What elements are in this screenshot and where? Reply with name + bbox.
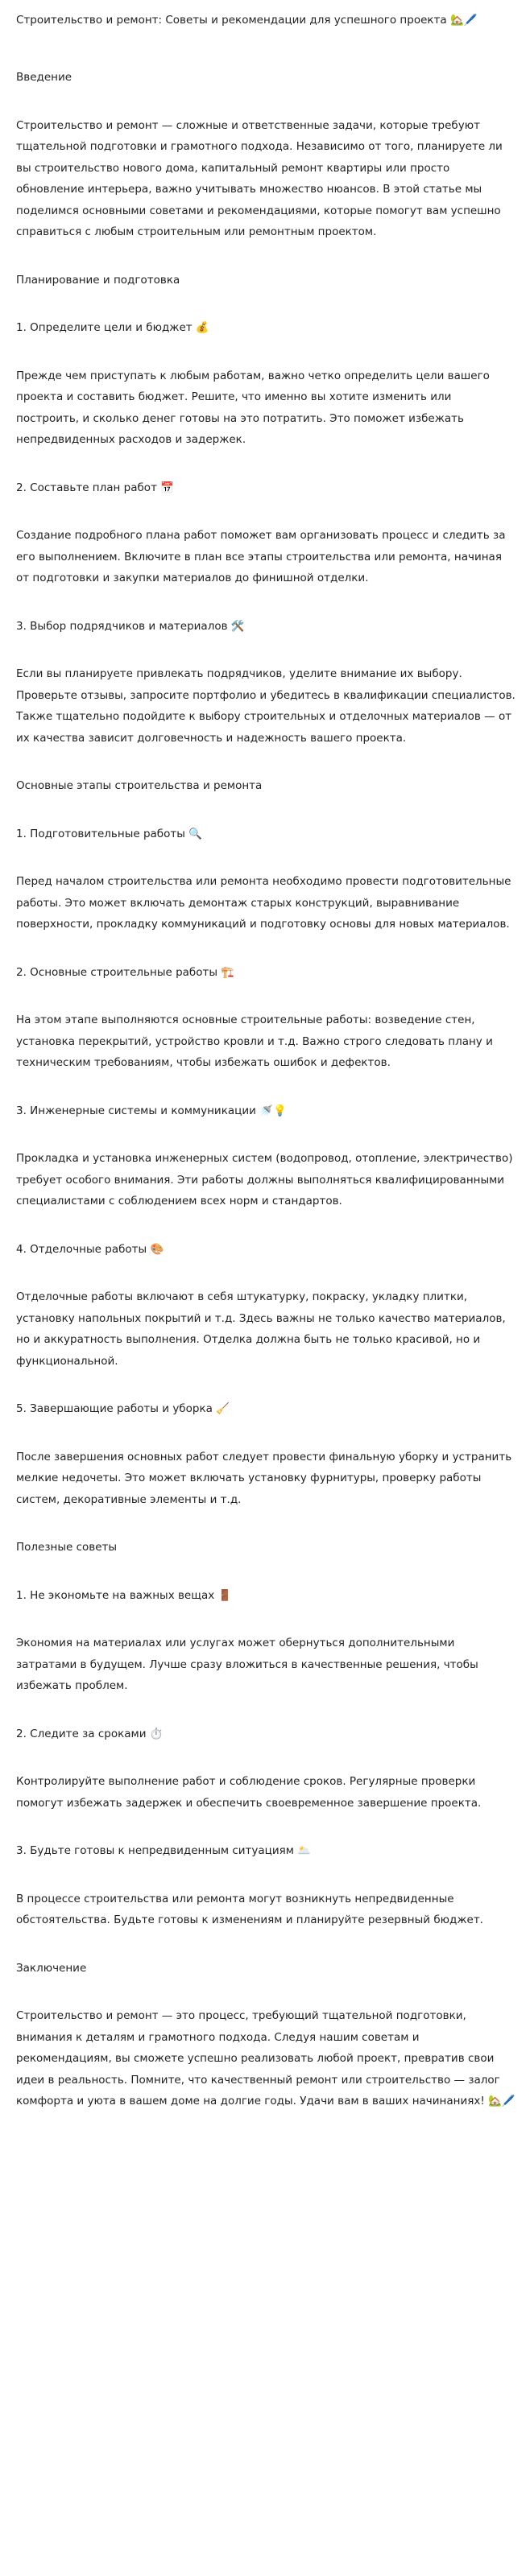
spacer [16,983,516,1009]
subsection-heading: 3. Будьте готовы к непредвиденным ситуациям 🌥️ [16,1844,312,1857]
subsection-heading: 3. Инженерные системы и коммуникации 🚿💡 [16,1104,287,1117]
spacer [16,1931,516,1958]
spacer [16,1420,516,1447]
subsection-paragraph: Создание подробного плана работ поможет вам организовать процесс и следить за его выполнением. Включите в план все этапы строительства или ремонта, начиная от подготовки и закупки материалов до финишной отделки. [16,529,506,584]
spacer [16,1697,516,1724]
spacer [16,1260,516,1286]
subsection-heading: 1. Определите цели и бюджет 💰 [16,321,209,334]
conclusion-paragraph: Строительство и ремонт — это процесс, требующий тщательной подготовки, внимания к деталям и грамотного подхода. Следуя нашим советам и рекомендациям, вы сможете успешно реализовать любой проект, превратив свои идеи в реальность. Помните, что качественный ремонт или строительство — залог комфорта и уюта в вашем доме на долгие годы. Удачи вам в ваших начинаниях! 🏡🖊️ [16,2009,516,2107]
subsection-heading: 2. Составьте план работ 📅 [16,481,175,494]
section-heading-tips: Полезные советы [16,1541,118,1554]
spacer [16,589,516,616]
spacer [16,1862,516,1889]
spacer [16,89,516,115]
subsection-paragraph: После завершения основных работ следует провести финальную уборку и устранить мелкие недочеты. Это может включать установку фурнитуры, проверку работы систем, декоративные элементы и т.д. [16,1450,512,1506]
subsection-heading: 2. Основные строительные работы 🏗️ [16,965,235,979]
spacer [16,1979,516,2005]
spacer [16,1814,516,1840]
spacer [16,1212,516,1239]
section-heading-intro: Введение [16,71,72,84]
spacer [16,1074,516,1100]
subsection-paragraph: В процессе строительства или ремонта могут возникнуть непредвиденные обстоятельства. Будьте готовы к изменениям и планируйте резервный бюджет. [16,1892,483,1926]
subsection-heading: 1. Подготовительные работы 🔍 [16,827,203,840]
subsection-heading: 3. Выбор подрядчиков и материалов 🛠️ [16,619,245,633]
section-heading-planning: Планирование и подготовка [16,273,180,287]
subsection-heading: 2. Следите за сроками ⏱️ [16,1727,164,1740]
article-title: Строительство и ремонт: Советы и рекомендации для успешного проекта 🏡🖊️ [16,14,478,27]
article-body [16,40,516,2112]
subsection-paragraph: Прежде чем приступать к любым работам, важно четко определить цели вашего проекта и составить бюджет. Решите, что именно вы хотите изменить или построить, и сколько денег готовы на это потратить. Это поможет избежать непредвиденных расходов и задержек. [16,369,490,446]
spacer [16,1121,516,1148]
spacer [16,935,516,962]
spacer [16,797,516,824]
subsection-paragraph: Прокладка и установка инженерных систем (водопровод, отопление, электричество) требует особого внимания. Эти работы должны выполняться квалифицированными специалистами с соблюдением всех норм и стандартов. [16,1152,513,1208]
subsection-paragraph: Экономия на материалах или услугах может обернуться дополнительными затратами в будущем. Лучше сразу вложиться в качественные решения, чтобы избежать проблем. [16,1637,478,1692]
section-heading-stages: Основные этапы строительства и ремонта [16,779,263,792]
subsection-heading: 1. Не экономьте на важных вещах 🚪 [16,1588,232,1602]
subsection-paragraph: Перед началом строительства или ремонта необходимо провести подготовительные работы. Это может включать демонтаж старых конструкций, выравнивание поверхности, прокладку коммуникаций и подготовку основы для новых материалов. [16,875,511,931]
subsection-paragraph: Контролируйте выполнение работ и соблюдение сроков. Регулярные проверки помогут избежать задержек и обеспечить своевременное завершение проекта. [16,1775,482,1810]
subsection-paragraph: Отделочные работы включают в себя штукатурку, покраску, укладку плитки, установку напольных покрытий и т.д. Здесь важны не только качество материалов, но и аккуратность выполнения. Отделка должна быть не только красивой, но и функциональной. [16,1290,506,1368]
subsection-paragraph: На этом этапе выполняются основные строительные работы: возведение стен, установка перекрытий, устройство кровли и т.д. Важно строго следовать плану и техническим требованиям, чтобы избежать ошибок и дефектов. [16,1013,493,1069]
spacer [16,1372,516,1398]
spacer [16,291,516,317]
section-heading-conclusion: Заключение [16,1961,87,1975]
spacer [16,637,516,663]
spacer [16,1558,516,1585]
subsection-heading: 5. Завершающие работы и уборка 🧹 [16,1402,230,1415]
spacer [16,339,516,365]
spacer [16,1510,516,1537]
subsection-heading: 4. Отделочные работы 🎨 [16,1242,164,1256]
spacer [16,40,516,67]
intro-paragraph: Строительство и ремонт — сложные и ответственные задачи, которые требуют тщательной подготовки и грамотного подхода. Независимо от того, планируете ли вы строительство нового дома, капитальный ремонт квартиры или просто обновление интерьера, важно учитывать множество нюансов. В этой статье мы поделимся основными советами и рекомендациями, которые помогут вам успешно справиться с любым строительным или ремонтным проектом. [16,118,503,238]
spacer [16,1744,516,1771]
spacer [16,498,516,525]
spacer [16,451,516,477]
spacer [16,1606,516,1633]
spacer [16,844,516,871]
spacer [16,243,516,270]
subsection-paragraph: Если вы планируете привлекать подрядчиков, уделите внимание их выбору. Проверьте отзывы, запросите портфолио и убедитесь в квалификации специалистов. Также тщательно подойдите к выбору строительных и отделочных материалов — от их качества зависит долговечность и надежность вашего проекта. [16,667,516,745]
spacer [16,749,516,775]
